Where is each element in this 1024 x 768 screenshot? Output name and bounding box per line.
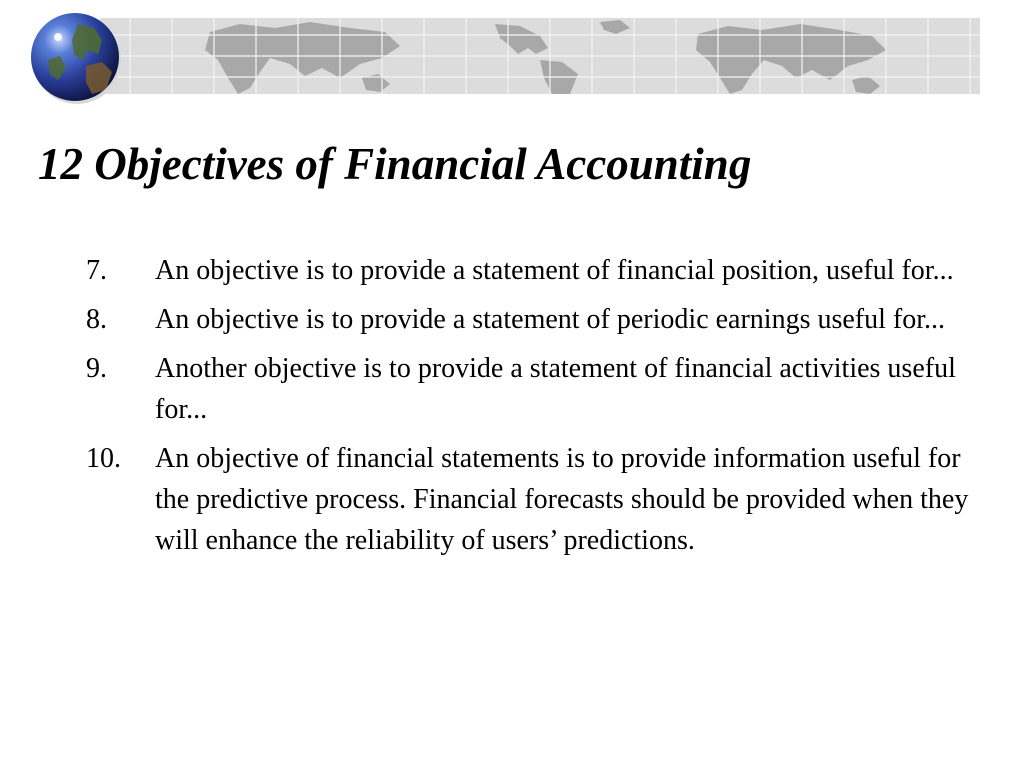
item-number: 9. xyxy=(86,353,107,384)
list-item xyxy=(86,250,986,291)
item-number: 8. xyxy=(86,304,107,335)
slide-title: 12 Objectives of Financial Accounting xyxy=(38,139,752,189)
world-map-icon xyxy=(100,18,980,94)
list-item xyxy=(86,299,986,340)
globe-icon xyxy=(28,10,122,104)
item-text: An objective is to provide a statement of financial position, useful for... xyxy=(155,255,954,286)
objectives-list xyxy=(86,250,986,569)
item-text: Another objective is to provide a statement of financial activities useful for... xyxy=(155,353,956,425)
item-text: An objective is to provide a statement of periodic earnings useful for... xyxy=(155,304,946,335)
list-item xyxy=(86,438,986,561)
list-item xyxy=(86,348,986,430)
item-number: 10. xyxy=(86,443,121,474)
item-text: An objective of financial statements is to provide information useful for the predictive process. Financial forecasts should be provided when they will enhance the reliability of users’ predictions. xyxy=(155,443,969,556)
item-number: 7. xyxy=(86,255,107,286)
